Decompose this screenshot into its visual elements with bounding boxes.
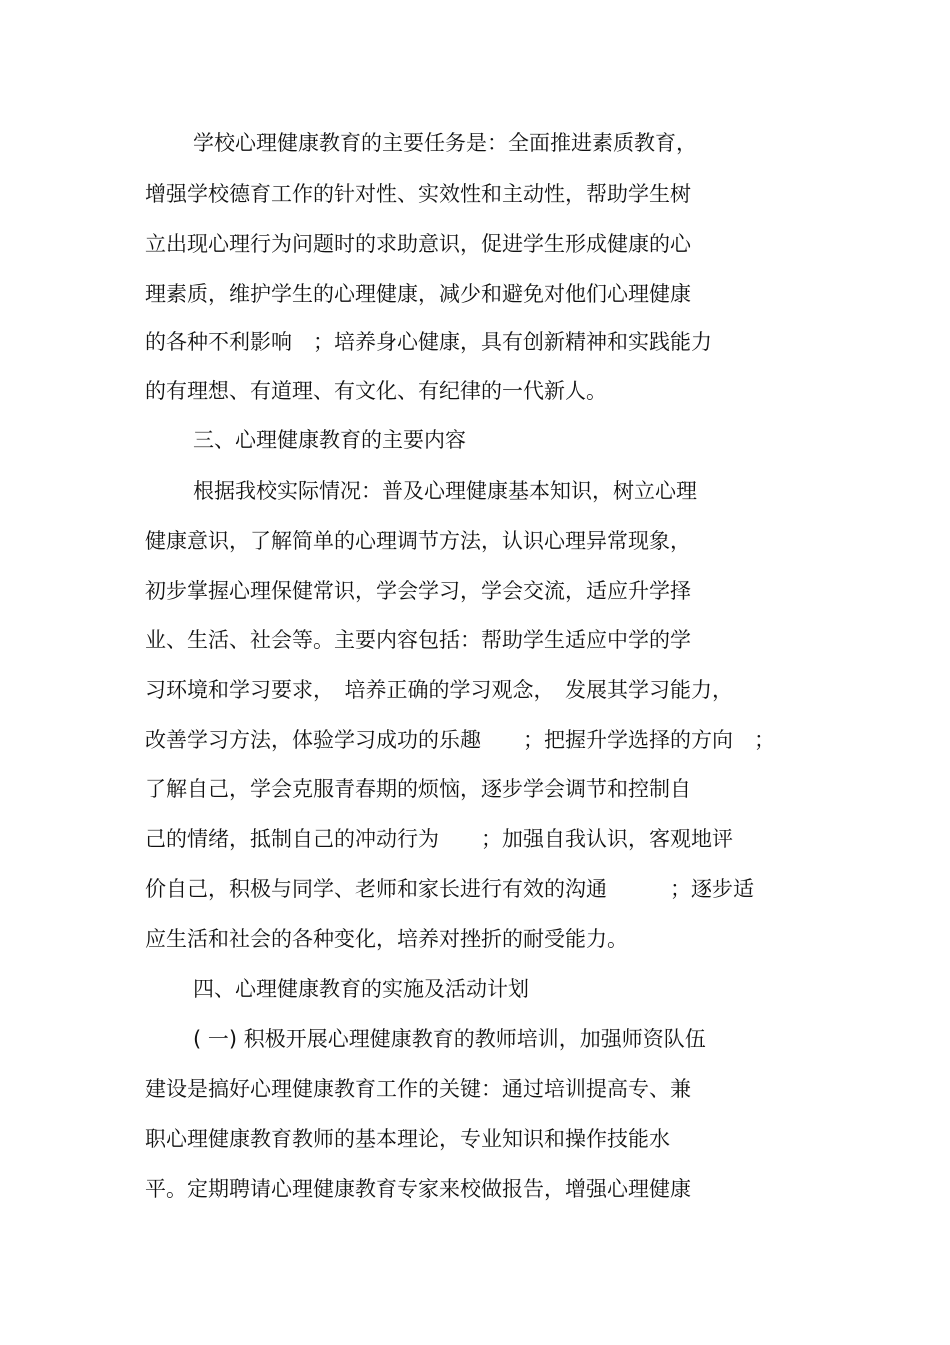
paragraph-line: 根据我校实际情况：普及心理健康基本知识，树立心理	[193, 479, 697, 503]
paragraph-line: 职心理健康教育教师的基本理论，专业知识和操作技能水	[145, 1127, 670, 1151]
paragraph-line: ( 一) 积极开展心理健康教育的教师培训，加强师资队伍	[193, 1027, 706, 1051]
paragraph-line: 了解自己，学会克服青春期的烦恼，逐步学会调节和控制自	[145, 777, 691, 801]
section-heading: 三、心理健康教育的主要内容	[193, 428, 466, 452]
section-heading: 四、心理健康教育的实施及活动计划	[193, 977, 529, 1001]
paragraph-line: 己的情绪，抵制自己的冲动行为 ；加强自我认识，客观地评	[145, 827, 733, 851]
paragraph-line: 学校心理健康教育的主要任务是：全面推进素质教育，	[193, 131, 697, 155]
paragraph-line: 平。定期聘请心理健康教育专家来校做报告，增强心理健康	[145, 1177, 691, 1201]
paragraph-line: 理素质，维护学生的心理健康，减少和避免对他们心理健康	[145, 282, 691, 306]
paragraph-line: 应生活和社会的各种变化，培养对挫折的耐受能力。	[145, 927, 628, 951]
paragraph-line: 建设是搞好心理健康教育工作的关键：通过培训提高专、兼	[145, 1077, 691, 1101]
paragraph-line: 初步掌握心理保健常识，学会学习，学会交流，适应升学择	[145, 579, 691, 603]
paragraph-line: 增强学校德育工作的针对性、实效性和主动性，帮助学生树	[145, 182, 691, 206]
paragraph-line: 业、生活、社会等。主要内容包括：帮助学生适应中学的学	[145, 628, 691, 652]
paragraph-line: 健康意识，了解简单的心理调节方法，认识心理异常现象，	[145, 529, 691, 553]
paragraph-line: 价自己，积极与同学、老师和家长进行有效的沟通 ；逐步适	[145, 877, 754, 901]
paragraph-line: 的有理想、有道理、有文化、有纪律的一代新人。	[145, 379, 607, 403]
paragraph-line: 的各种不利影响 ；培养身心健康，具有创新精神和实践能力	[145, 330, 712, 354]
paragraph-line: 改善学习方法，体验学习成功的乐趣 ；把握升学选择的方向 ；	[145, 728, 775, 752]
paragraph-line: 立出现心理行为问题时的求助意识，促进学生形成健康的心	[145, 232, 691, 256]
paragraph-line: 习环境和学习要求， 培养正确的学习观念， 发展其学习能力，	[145, 678, 733, 702]
